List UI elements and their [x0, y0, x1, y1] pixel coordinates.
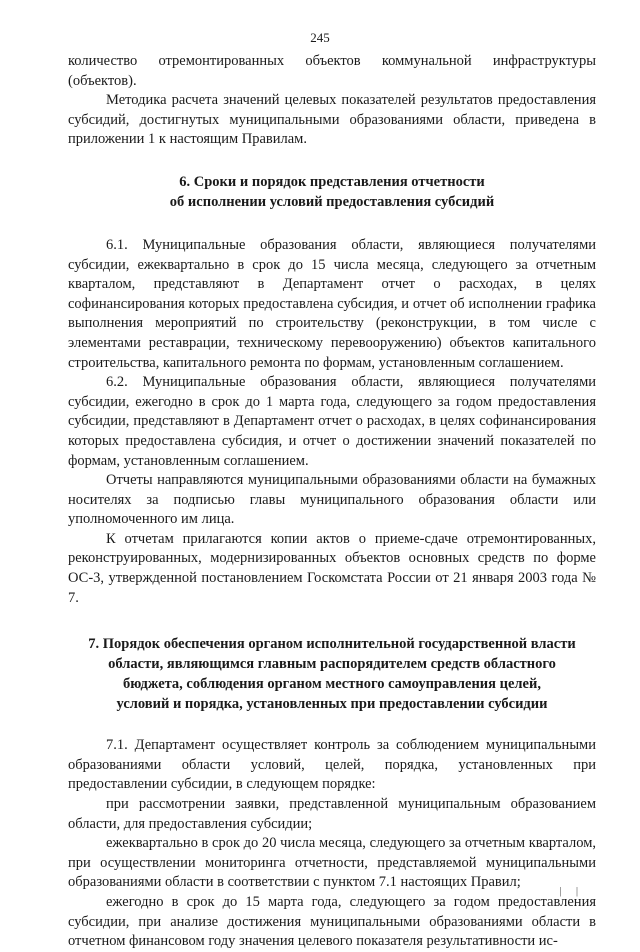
section-6-title-line: 6. Сроки и порядок представления отчетности	[179, 173, 485, 190]
paragraph-application-review: при рассмотрении заявки, представленной муниципальным образованием области, для предоставления субсидии;	[68, 796, 596, 832]
paragraph-6-2: 6.2. Муниципальные образования области, являющиеся получателями субсидии, ежегодно в срок до 1 марта года, следующего за годом предоставления субсидии, представляют в Департамент отчет о расходах, в целях софинансирования которых предоставлена субсидия, и отчет о достижении значений показателей по формам, установленным соглашением.	[68, 374, 596, 469]
document-body	[68, 52, 596, 952]
page-number: 245	[310, 30, 330, 45]
section-6-title-line: об исполнении условий предоставления субсидий	[169, 193, 495, 210]
section-7-title-line: условий и порядка, установленных при предоставлении субсидии	[116, 696, 548, 713]
paragraph-7-1: 7.1. Департамент осуществляет контроль за соблюдением муниципальными образованиями области условий, целей, порядка, установленных при предоставлении субсидии, в следующем порядке:	[68, 737, 596, 793]
section-7-title-line: области, являющимся главным распорядителем средств областного	[108, 656, 556, 673]
paragraph-annual-analysis: ежегодно в срок до 15 марта года, следующего за годом предоставления субсидии, при анализе достижения муниципальными образованиями области в отчетном финансовом году значения целевого показателя результативности ис-	[68, 894, 596, 950]
paragraph-6-1: 6.1. Муниципальные образования области, являющиеся получателями субсидии, ежеквартально в срок до 15 числа месяца, следующего за отчетным кварталом, представляют в Департамент отчет о расходах, в целях софинансирования которых предоставлена субсидия, и отчет об исполнении графика выполнения мероприятий по строительству (реконструкции, в том числе с элементами реставрации, техническому перевооружению) объектов капитального строительства, капитального ремонта по формам, установленным соглашением.	[68, 236, 596, 371]
section-6-heading	[68, 172, 596, 212]
paragraph-continued: количество отремонтированных объектов коммунальной инфраструктуры (объектов).	[68, 53, 596, 89]
scan-mark: | |	[559, 886, 584, 897]
section-7-title-line: 7. Порядок обеспечения органом исполнительной государственной власти	[88, 636, 576, 653]
paragraph-reports-attachments: К отчетам прилагаются копии актов о приеме-сдаче отремонтированных, реконструированных, модернизированных объектов основных средств по форме ОС-3, утвержденной постановлением Госкомстата России от 21 января 2003 года № 7.	[68, 530, 596, 606]
paragraph-reports-sent: Отчеты направляются муниципальными образованиями области на бумажных носителях за подписью главы муниципального образования области или уполномоченного им лица.	[68, 472, 596, 528]
paragraph-methodology: Методика расчета значений целевых показателей результатов предоставления субсидий, достигнутых муниципальными образованиями области, приведена в приложении 1 к настоящим Правилам.	[68, 92, 596, 148]
section-7-heading	[64, 634, 600, 714]
section-7-title-line: бюджета, соблюдения органом местного самоуправления целей,	[123, 676, 541, 693]
paragraph-quarterly-monitoring: ежеквартально в срок до 20 числа месяца, следующего за отчетным кварталом, при осуществлении мониторинга отчетности, представляемой муниципальными образованиями области в соответствии с пунктом 7.1 настоящих Правил;	[68, 835, 596, 891]
